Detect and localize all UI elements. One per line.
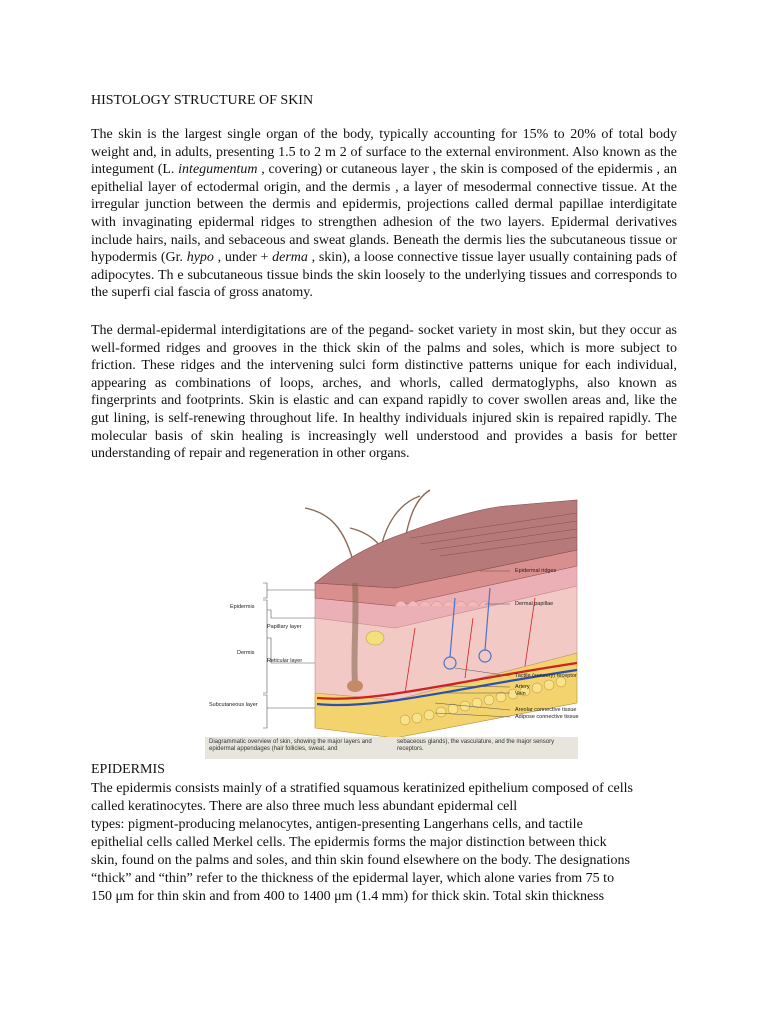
label-adipose-tissue: Adipose connective tissue xyxy=(515,714,579,720)
paragraph-line: called keratinocytes. There are also three much less abundant epidermal cell xyxy=(91,799,518,814)
paragraph-line: skin, found on the palms and soles, and thin skin found elsewhere on the body. The designations xyxy=(91,853,630,868)
sebaceous-gland xyxy=(366,631,384,645)
figure-caption xyxy=(205,737,578,759)
paragraph-text: The skin is the largest single organ of the body, typically accounting for 15% to 20% of total body weight and, in adults, presenting 1.5 to 2 m 2 of surface to the external environment. Also known as the integument (L. xyxy=(91,127,677,178)
label-tactile-receptor: Tactile (sensory) receptor xyxy=(515,673,577,679)
paragraph-line: types: pigment-producing melanocytes, antigen-presenting Langerhans cells, and tactile xyxy=(91,817,583,832)
label-papillary-layer: Papillary layer xyxy=(267,624,302,630)
paragraph-epidermis xyxy=(91,780,677,906)
italic-term: derma xyxy=(272,250,308,266)
caption-left-text: Diagrammatic overview of skin, showing the major layers and epidermal appendages (hair follicles, sweat, and xyxy=(209,739,372,752)
label-dermis: Dermis xyxy=(237,650,255,656)
paragraph-skin-overview xyxy=(91,126,677,302)
paragraph-text: , covering) or cutaneous layer , the skin is composed of the epidermis , an epithelial layer of ectodermal origin, and the dermis , a layer of mesodermal connective tissue. At the irregular junction between the dermis and epidermis, projections called dermal papillae interdigitate with invaginating epidermal ridges to strengthen adhesion of the two layers. Epidermal derivatives include hairs, nails, and sebaceous and sweat glands. Beneath the dermis lies the subcutaneous tissue or hypodermis (Gr. xyxy=(91,162,677,266)
label-vein: Vein xyxy=(515,691,526,697)
label-areolar-tissue: Areolar connective tissue xyxy=(515,707,577,713)
label-artery: Artery xyxy=(515,684,530,690)
label-reticular-layer: Reticular layer xyxy=(267,658,303,664)
caption-right-text: sebaceous glands), the vasculature, and the major sensory receptors. xyxy=(397,739,555,752)
paragraph-line: 150 μm for thin skin and from 400 to 1400 μm (1.4 mm) for thick skin. Total skin thickness xyxy=(91,889,605,904)
hair-follicle xyxy=(354,583,355,683)
italic-term: hypo xyxy=(186,250,214,266)
paragraph-line: epithelial cells called Merkel cells. The epidermis forms the major distinction between thick xyxy=(91,835,607,850)
document-title: HISTOLOGY STRUCTURE OF SKIN xyxy=(91,93,314,108)
paragraph-interdigitations: The dermal-epidermal interdigitations are of the pegand- socket variety in most skin, but they occur as well-formed ridges and grooves in the thick skin of the palms and soles, which is more subject to friction. These ridges and the intervening sulci form distinctive patterns unique for each individual, appearing as combinations of loops, arches, and whorls, called dermatoglyphs, also known as fingerprints and footprints. Skin is elastic and can expand rapidly to cover swollen areas and, like the gut lining, is self-renewing throughout life. In healthy individuals injured skin is repaired rapidly. The molecular basis of skin healing is increasingly well understood and provides a basis for better understanding of repair and regeneration in other organs. xyxy=(91,323,677,462)
label-dermal-papillae: Dermal papillae xyxy=(515,601,554,607)
skin-diagram-figure xyxy=(205,488,578,758)
italic-term: integumentum xyxy=(178,162,258,178)
label-subcutaneous-layer: Subcutaneous layer xyxy=(209,702,258,708)
section-heading-epidermis: EPIDERMIS xyxy=(91,762,165,777)
skin-diagram-illustration xyxy=(205,488,578,738)
paragraph-line: “thick” and “thin” refer to the thickness of the epidermal layer, which alone varies from 75 to xyxy=(91,871,615,886)
left-bracket-lines xyxy=(263,583,315,728)
label-epidermal-ridges: Epidermal ridges xyxy=(515,568,557,574)
paragraph-line: The epidermis consists mainly of a stratified squamous keratinized epithelium composed of cells xyxy=(91,781,633,796)
hair-bulb xyxy=(347,680,363,692)
paragraph-text: , under + xyxy=(213,250,273,266)
label-epidermis: Epidermis xyxy=(230,604,255,610)
paragraph-text: , skin), a loose connective tissue layer usually containing pads of adipocytes. Th e subcutaneous tissue binds the skin loosely to the underlying tissues and corresponds to the superfi cial fascia of gross anatomy. xyxy=(91,250,677,301)
